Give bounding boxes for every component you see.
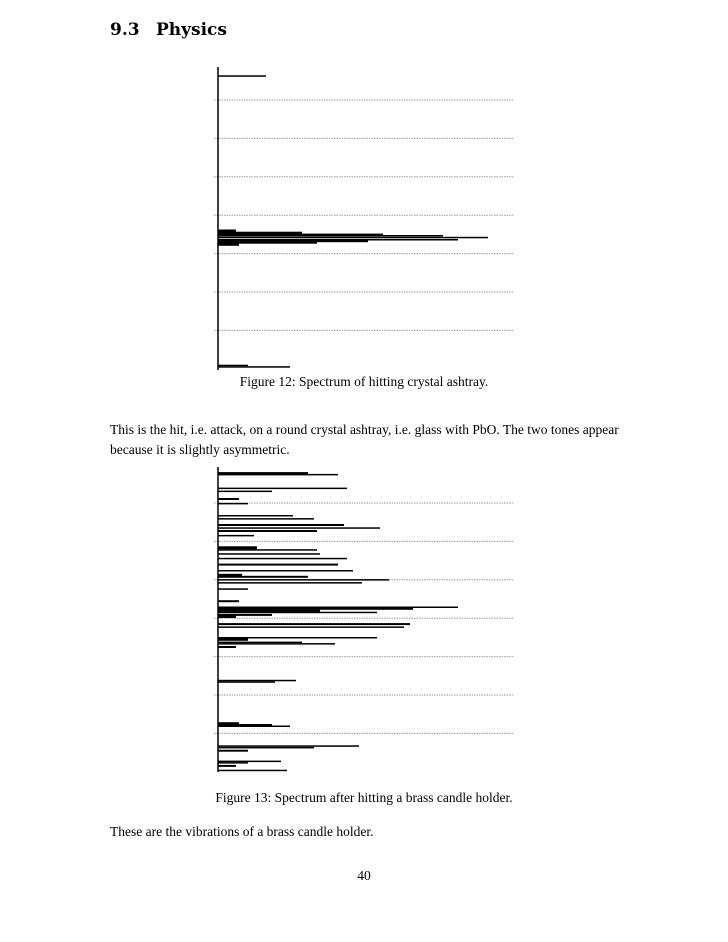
spectrum-bar [218, 745, 359, 747]
spectrum-bar [218, 615, 236, 618]
spectrum-bar [218, 642, 302, 644]
spectrum-bar [218, 607, 458, 609]
spectrum-bar [218, 638, 248, 641]
spectrum-bar [218, 530, 317, 532]
spectrum-bar [218, 535, 254, 537]
spectrum-bar [218, 472, 308, 474]
spectrum-bar [218, 750, 248, 752]
spectrum-bar [218, 518, 314, 520]
page-number: 40 [357, 868, 371, 883]
figure-12-caption: Figure 12: Spectrum of hitting crystal ashtray. [239, 374, 489, 389]
spectrum-bar [218, 762, 248, 764]
paragraph-crystal-ashtray: This is the hit, i.e. attack, on a round crystal ashtray, i.e. glass with PbO. The two tones appear because it is slightly asymmetric. [110, 422, 619, 457]
spectrum-bar [218, 626, 404, 628]
spectrum-bar [218, 724, 272, 726]
spectrum-bar [218, 765, 236, 767]
spectrum-bar [218, 570, 353, 572]
spectrum-bar [218, 564, 338, 566]
spectrum-bar [218, 488, 347, 490]
spectrum-bar [218, 722, 239, 724]
spectrum-bar [218, 600, 239, 602]
spectrum-bar [218, 515, 293, 517]
spectrum-bar [218, 623, 410, 625]
spectrum-bar [218, 549, 317, 551]
spectrum-bar [218, 770, 287, 772]
spectrum-bar [218, 579, 389, 581]
spectrum-bar [218, 524, 344, 526]
spectrum-bar [218, 726, 290, 728]
figure-13-caption: Figure 13: Spectrum after hitting a brass candle holder. [215, 790, 513, 805]
spectrum-bar [218, 576, 308, 578]
paragraph-brass-candle-holder: These are the vibrations of a brass candle holder. [110, 824, 374, 839]
spectrum-bar [218, 681, 275, 683]
spectrum-bar [218, 474, 338, 476]
spectrum-bar [218, 582, 362, 584]
spectrum-bar [218, 680, 296, 682]
section-title: Physics [156, 20, 227, 40]
spectrum-bar [218, 498, 239, 500]
spectrum-bar [218, 553, 320, 555]
spectrum-bar [218, 588, 248, 590]
spectrum-bar [218, 558, 347, 560]
spectrum-bar [218, 546, 257, 549]
spectrum-bar [218, 747, 314, 749]
spectrum-bar [218, 609, 320, 612]
spectrum-bar [218, 612, 377, 614]
spectrum-bar [218, 646, 236, 648]
spectrum-bar [218, 643, 335, 645]
spectrum-bar [218, 761, 281, 763]
section-number: 9.3 [110, 20, 140, 40]
spectrum-bar [218, 491, 272, 493]
spectrum-bar [218, 527, 380, 529]
spectrum-bar [218, 503, 248, 505]
